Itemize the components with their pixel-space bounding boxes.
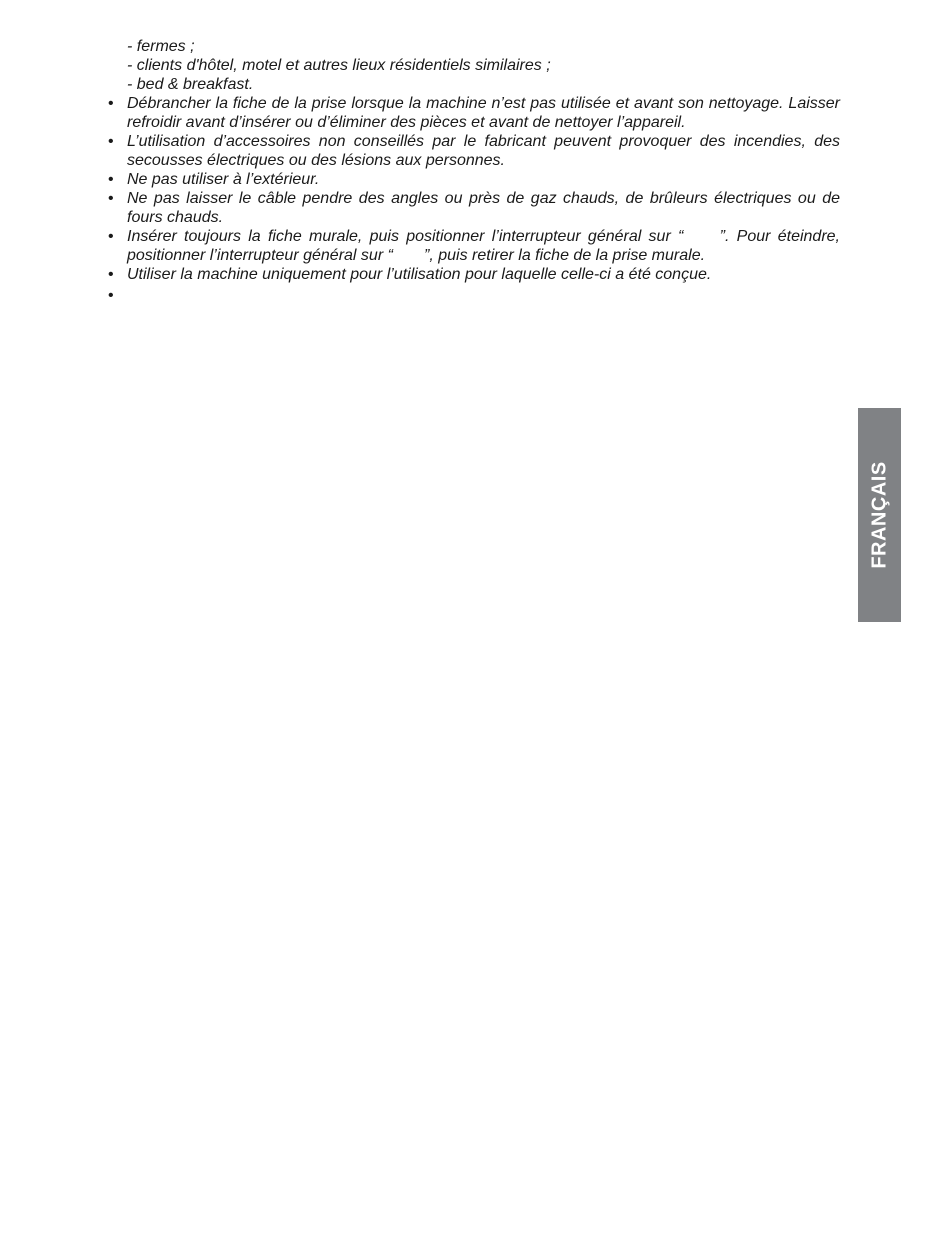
- bullet-icon: •: [108, 171, 114, 188]
- bullet-text: L’utilisation d’accessoires non conseillés par le fabricant peuvent provoquer des incendies, des secousses électriques ou des lésions aux personnes.: [127, 133, 840, 169]
- bullet-icon: •: [108, 133, 114, 150]
- language-tab: [858, 408, 901, 622]
- sub-item-bed-breakfast: - bed & breakfast.: [127, 76, 254, 93]
- document-body: [108, 37, 845, 304]
- sub-item-farms: - fermes ;: [127, 38, 195, 55]
- bullet-icon: •: [108, 287, 114, 304]
- bullet-unplug: [108, 94, 840, 132]
- bullet-text: Ne pas utiliser à l’extérieur.: [127, 171, 320, 188]
- bullet-icon: •: [108, 95, 114, 112]
- bullet-text: Ne pas laisser le câble pendre des angles ou près de gaz chauds, de brûleurs électriques ou de fours chauds.: [127, 190, 840, 226]
- bullet-text: Insérer toujours la fiche murale, puis positionner l’interrupteur général sur “ ”. Pour éteindre, positionner l’interrupteur général sur “ ”, puis retirer la fiche de la prise murale.: [127, 228, 845, 264]
- bullet-icon: •: [108, 228, 114, 245]
- bullet-outdoor: [108, 170, 840, 189]
- bullet-intended-use: [108, 265, 840, 284]
- bullet-accessories: [108, 132, 840, 170]
- bullet-text: Utiliser la machine uniquement pour l’utilisation pour laquelle celle-ci a été conçue.: [127, 266, 712, 283]
- language-tab-label: FRANÇAIS: [868, 461, 890, 569]
- bullet-text: Débrancher la fiche de la prise lorsque la machine n’est pas utilisée et avant son nettoyage. Laisser refroidir avant d’insérer ou d’éliminer des pièces et avant de nettoyer l’appareil.: [127, 95, 840, 131]
- sub-item-hotel-clients: - clients d'hôtel, motel et autres lieux résidentiels similaires ;: [127, 57, 551, 74]
- bullet-switch: [108, 227, 845, 265]
- bullet-cable: [108, 189, 840, 227]
- bullet-icon: •: [108, 266, 114, 283]
- bullet-icon: •: [108, 190, 114, 207]
